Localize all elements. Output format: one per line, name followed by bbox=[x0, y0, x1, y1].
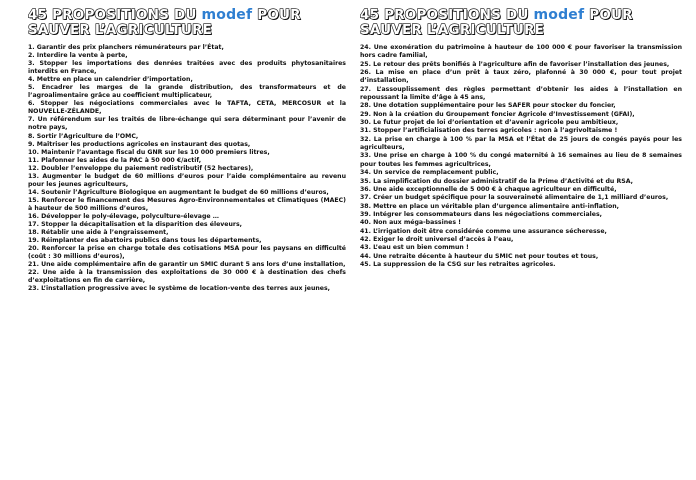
proposition-item: 9. Maîtriser les productions agricoles en instaurant des quotas, bbox=[28, 140, 251, 148]
modef-logo: modef bbox=[533, 7, 585, 23]
title-prefix: 45 PROPOSITIONS DU bbox=[28, 7, 197, 23]
title-line2: SAUVER L’AGRICULTURE bbox=[28, 22, 213, 38]
page-title-right bbox=[360, 8, 682, 38]
proposition-item: 14. Soutenir l’Agriculture Biologique en augmentant le budget de 60 millions d’euros, bbox=[28, 188, 329, 196]
proposition-item: 13. Augmenter le budget de 60 millions d’euros pour l’aide complémentaire au revenu pour les jeunes agriculteurs, bbox=[28, 172, 346, 188]
proposition-item: 26. La mise en place d’un prêt à taux zéro, plafonné à 30 000 €, pour tout projet d’installation, bbox=[360, 69, 682, 85]
proposition-item: 38. Mettre en place un véritable plan d’urgence alimentaire anti-inflation, bbox=[360, 202, 619, 210]
proposition-item: 30. Le futur projet de loi d’orientation et d’avenir agricole peu ambitieux, bbox=[360, 119, 619, 127]
proposition-item: 33. Une prise en charge à 100 % du congé maternité à 16 semaines au lieu de 8 semaines pour toutes les femmes agricultrices, bbox=[360, 152, 682, 168]
propositions-list-left bbox=[28, 44, 346, 293]
proposition-item: 27. L’assouplissement des règles permettant d’obtenir les aides à l’installation en repoussant la limite d’âge à 45 ans, bbox=[360, 85, 682, 102]
proposition-item: 16. Développer le poly-élevage, polyculture-élevage … bbox=[28, 212, 219, 220]
proposition-item: 2. Interdire la vente à perte, bbox=[28, 52, 128, 60]
proposition-item: 17. Stopper la décapitalisation et la disparition des éleveurs, bbox=[28, 221, 242, 229]
proposition-item: 34. Un service de remplacement public, bbox=[360, 169, 499, 177]
proposition-item: 29. Non à la création du Groupement foncier Agricole d’Investissement (GFAI), bbox=[360, 110, 635, 118]
proposition-item: 4. Mettre en place un calendrier d’importation, bbox=[28, 76, 193, 84]
proposition-item: 25. Le retour des prêts bonifiés à l’agriculture afin de favoriser l’installation des jeunes, bbox=[360, 60, 670, 68]
proposition-item: 31. Stopper l’artificialisation des terres agricoles : non à l’agrivoltaïsme ! bbox=[360, 127, 618, 135]
proposition-item: 44. Une retraite décente à hauteur du SMIC net pour toutes et tous, bbox=[360, 252, 599, 260]
proposition-item: 37. Créer un budget spécifique pour la souveraineté alimentaire de 1,1 milliard d’euros, bbox=[360, 194, 669, 202]
title-line2: SAUVER L’AGRICULTURE bbox=[360, 22, 545, 38]
left-column bbox=[28, 8, 346, 480]
proposition-item: 20. Renforcer la prise en charge totale des cotisations MSA pour les paysans en difficulté (coût : 30 millions d’euros), bbox=[28, 245, 346, 261]
proposition-item: 12. Doubler l’enveloppe du paiement redistributif (52 hectares), bbox=[28, 164, 254, 172]
proposition-item: 15. Renforcer le financement des Mesures Agro-Environnementales et Climatiques (MAEC) à hauteur de 500 millions d’euros, bbox=[28, 196, 346, 212]
proposition-item: 11. Plafonner les aides de la PAC à 50 000 €/actif, bbox=[28, 156, 202, 164]
proposition-item: 32. La prise en charge à 100 % par la MSA et l’État de 25 jours de congés payés pour les agriculteurs, bbox=[360, 135, 682, 152]
proposition-item: 19. Réimplanter des abattoirs publics dans tous les départements, bbox=[28, 237, 262, 245]
proposition-item: 6. Stopper les négociations commerciales avec le TAFTA, CETA, MERCOSUR et la NOUVELLE-ZÉLANDE, bbox=[28, 100, 346, 116]
proposition-item: 22. Une aide à la transmission des exploitations de 30 000 € à destination des chefs d’exploitations en fin de carrière, bbox=[28, 269, 346, 285]
title-suffix: POUR bbox=[589, 7, 633, 23]
proposition-item: 21. Une aide complémentaire afin de garantir un SMIC durant 5 ans lors d’une installation, bbox=[28, 261, 346, 269]
proposition-item: 8. Sortir l’Agriculture de l’OMC, bbox=[28, 132, 139, 140]
proposition-item: 40. Non aux méga-bassines ! bbox=[360, 219, 461, 227]
page-title-left bbox=[28, 8, 346, 38]
proposition-item: 39. Intégrer les consommateurs dans les négociations commerciales, bbox=[360, 210, 602, 218]
title-suffix: POUR bbox=[257, 7, 301, 23]
proposition-item: 18. Rétablir une aide à l’engraissement, bbox=[28, 229, 169, 237]
proposition-item: 45. La suppression de la CSG sur les retraites agricoles. bbox=[360, 260, 556, 268]
proposition-item: 28. Une dotation supplémentaire pour les SAFER pour stocker du foncier, bbox=[360, 102, 616, 110]
proposition-item: 43. L’eau est un bien commun ! bbox=[360, 244, 469, 252]
modef-logo: modef bbox=[201, 7, 253, 23]
proposition-item: 3. Stopper les importations des denrées traitées avec des produits phytosanitaires interdits en France, bbox=[28, 60, 346, 76]
proposition-item: 1. Garantir des prix planchers rémunérateurs par l’État, bbox=[28, 44, 224, 51]
title-prefix: 45 PROPOSITIONS DU bbox=[360, 7, 529, 23]
proposition-item: 5. Encadrer les marges de la grande distribution, des transformateurs et de l’agroalimentaire grâce au coefficient multiplicateur, bbox=[28, 84, 346, 100]
propositions-list-right bbox=[360, 44, 682, 269]
proposition-item: 35. La simplification du dossier administratif de la Prime d’Activité et du RSA, bbox=[360, 177, 633, 185]
proposition-item: 42. Exiger le droit universel d’accès à l’eau, bbox=[360, 235, 514, 243]
proposition-item: 23. L’installation progressive avec le système de location-vente des terres aux jeunes, bbox=[28, 285, 331, 293]
proposition-item: 24. Une exonération du patrimoine à hauteur de 100 000 € pour favoriser la transmission hors cadre familial, bbox=[360, 44, 682, 60]
proposition-item: 7. Un référendum sur les traités de libre-échange qui sera déterminant pour l’avenir de notre pays, bbox=[28, 116, 346, 132]
proposition-item: 10. Maintenir l’avantage fiscal du GNR sur les 10 000 premiers litres, bbox=[28, 148, 270, 156]
proposition-item: 36. Une aide exceptionnelle de 5 000 € à chaque agriculteur en difficulté, bbox=[360, 185, 617, 193]
proposition-item: 41. L’irrigation doit être considérée comme une assurance sécheresse, bbox=[360, 227, 607, 235]
right-column bbox=[360, 8, 682, 480]
